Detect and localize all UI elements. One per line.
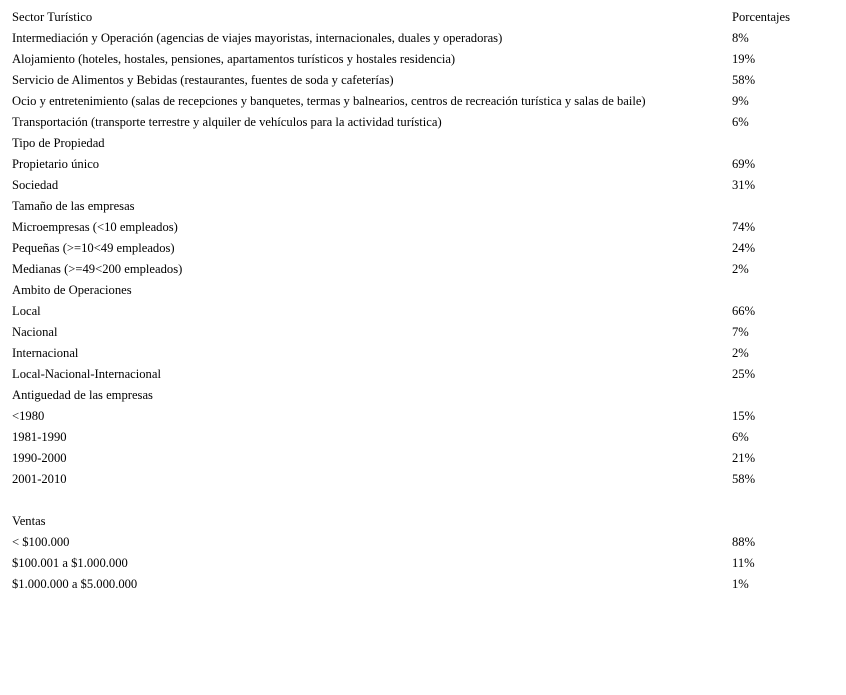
row-value: 21%: [732, 451, 756, 465]
row-value: 74%: [732, 220, 756, 234]
statistics-table: [12, 7, 832, 595]
table-row: [12, 259, 832, 280]
table-row: [12, 175, 832, 196]
empty-row: [12, 490, 832, 511]
table-row: [12, 406, 832, 427]
row-value: 88%: [732, 535, 756, 549]
header-label: Sector Turístico: [12, 10, 93, 24]
row-label: Ocio y entretenimiento (salas de recepciones y banquetes, termas y balnearios, centros de recreación turística y salas de baile): [12, 94, 646, 108]
section-heading: Antiguedad de las empresas: [12, 388, 153, 402]
row-label: 1981-1990: [12, 430, 67, 444]
row-label: Pequeñas (>=10<49 empleados): [12, 241, 175, 255]
section-heading-row: [12, 511, 832, 532]
row-label: 1990-2000: [12, 451, 67, 465]
row-label: Local-Nacional-Internacional: [12, 367, 161, 381]
row-label: Alojamiento (hoteles, hostales, pensiones, apartamentos turísticos y hostales residencia): [12, 52, 456, 66]
row-label: $100.001 a $1.000.000: [12, 556, 128, 570]
row-label: Nacional: [12, 325, 58, 339]
table-row: [12, 70, 832, 91]
section-heading: Tipo de Propiedad: [12, 136, 105, 150]
row-value: 8%: [732, 31, 749, 45]
table-row: [12, 217, 832, 238]
row-value: 2%: [732, 262, 749, 276]
table-row: [12, 322, 832, 343]
row-label: Propietario único: [12, 157, 100, 171]
table-row: [12, 28, 832, 49]
row-value: 7%: [732, 325, 749, 339]
table-row: [12, 238, 832, 259]
header-value: Porcentajes: [732, 10, 791, 24]
table-header-row: [12, 7, 832, 28]
row-value: 24%: [732, 241, 756, 255]
row-value: 58%: [732, 73, 756, 87]
row-value: 2%: [732, 346, 749, 360]
section-heading: Ambito de Operaciones: [12, 283, 132, 297]
row-label: Servicio de Alimentos y Bebidas (restaurantes, fuentes de soda y cafeterías): [12, 73, 394, 87]
section-heading-row: [12, 133, 832, 154]
table-row: [12, 154, 832, 175]
row-label: $1.000.000 a $5.000.000: [12, 577, 138, 591]
row-value: 58%: [732, 472, 756, 486]
table-row: [12, 49, 832, 70]
row-label: <1980: [12, 409, 45, 423]
row-value: 19%: [732, 52, 756, 66]
row-label: Local: [12, 304, 41, 318]
table-row: [12, 364, 832, 385]
row-label: Medianas (>=49<200 empleados): [12, 262, 183, 276]
row-label: Microempresas (<10 empleados): [12, 220, 178, 234]
table-row: [12, 427, 832, 448]
row-value: 66%: [732, 304, 756, 318]
section-heading-row: [12, 196, 832, 217]
row-label: < $100.000: [12, 535, 70, 549]
row-value: 6%: [732, 430, 749, 444]
row-value: 6%: [732, 115, 749, 129]
table-row: [12, 574, 832, 595]
row-label: Intermediación y Operación (agencias de viajes mayoristas, internacionales, duales y operadoras): [12, 31, 503, 45]
table-row: [12, 112, 832, 133]
table-row: [12, 301, 832, 322]
section-heading: Ventas: [12, 514, 46, 528]
table-row: [12, 91, 832, 112]
table-row: [12, 532, 832, 553]
row-label: Transportación (transporte terrestre y alquiler de vehículos para la actividad turística): [12, 115, 442, 129]
row-value: 25%: [732, 367, 756, 381]
table-row: [12, 343, 832, 364]
row-label: Internacional: [12, 346, 79, 360]
table-row: [12, 553, 832, 574]
row-value: 11%: [732, 556, 755, 570]
section-heading-row: [12, 385, 832, 406]
row-value: 9%: [732, 94, 749, 108]
row-value: 69%: [732, 157, 756, 171]
row-label: Sociedad: [12, 178, 59, 192]
section-heading: Tamaño de las empresas: [12, 199, 135, 213]
row-value: 15%: [732, 409, 756, 423]
row-value: 31%: [732, 178, 756, 192]
table-row: [12, 469, 832, 490]
table-row: [12, 448, 832, 469]
section-heading-row: [12, 280, 832, 301]
row-value: 1%: [732, 577, 749, 591]
row-label: 2001-2010: [12, 472, 67, 486]
